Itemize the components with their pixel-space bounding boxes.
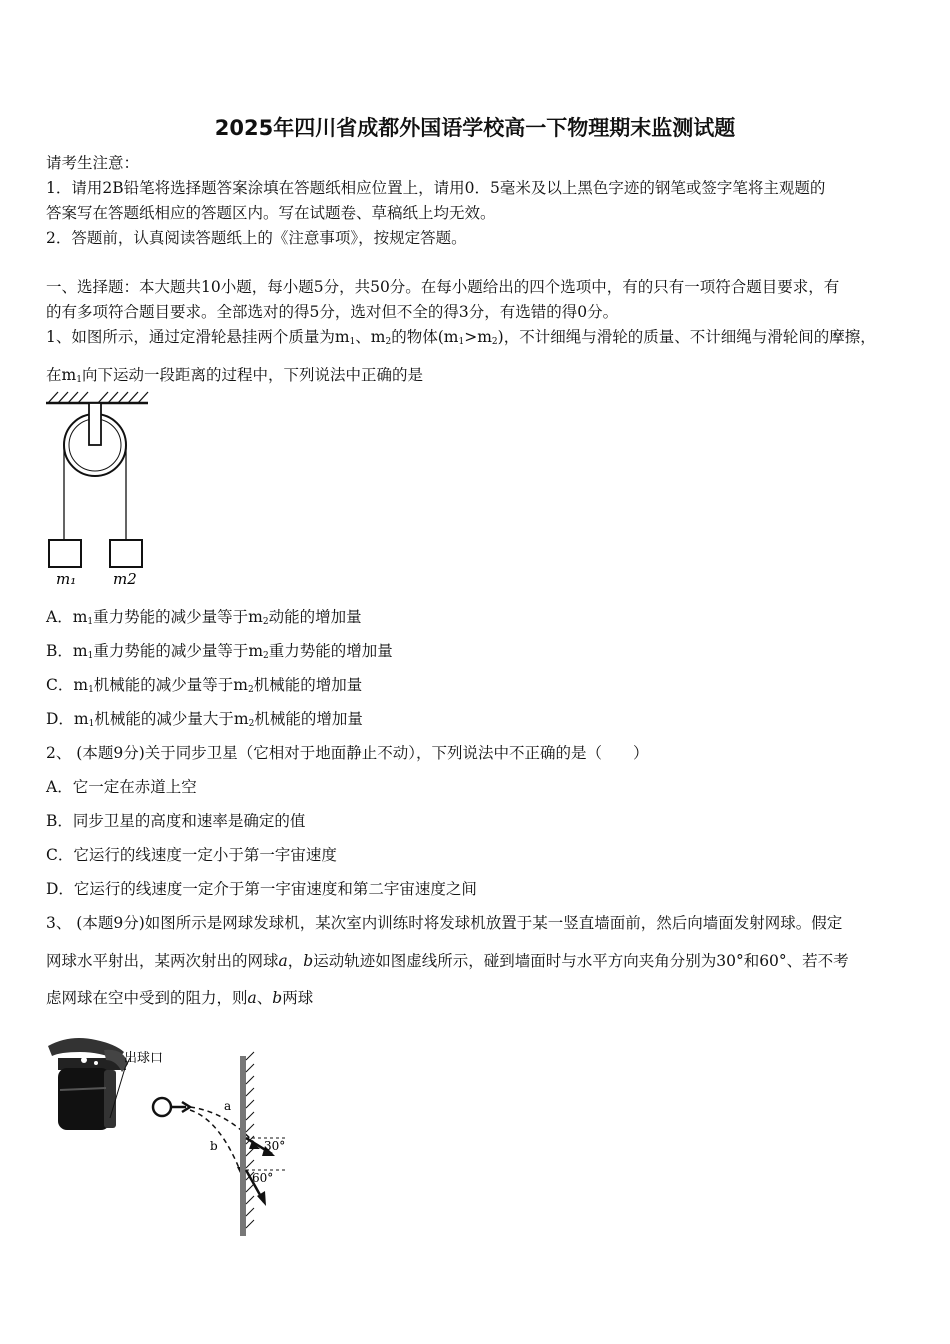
tennis-ball	[153, 1098, 171, 1116]
page-title: 2025年四川省成都外国语学校高一下物理期末监测试题	[214, 116, 736, 140]
mass-m2-block	[110, 540, 142, 567]
q2-option-c[interactable]: C．它运行的线速度一定小于第一宇宙速度	[46, 846, 337, 864]
q2-stem: 2、 (本题9分)关于同步卫星（它相对于地面静止不动），下列说法中不正确的是（ ）	[46, 744, 649, 762]
q3-stem-line1: 3、 (本题9分)如图所示是网球发球机，某次室内训练时将发球机放置于某一竖直墙面前，然后向墙面发射网球。假定	[46, 914, 843, 932]
angle-30-label: 30°	[264, 1139, 286, 1153]
q2-option-b[interactable]: B．同步卫星的高度和速率是确定的值	[46, 812, 306, 830]
section-instructions-1: 一、选择题：本大题共10小题，每小题5分，共50分。在每小题给出的四个选项中，有的只有一项符合题目要求，有	[46, 278, 840, 296]
trajectory-a-label: a	[224, 1099, 232, 1113]
q2-option-a[interactable]: A．它一定在赤道上空	[46, 778, 197, 796]
q3-stem-line3: 虑网球在空中受到的阻力，则a、b两球	[46, 989, 314, 1007]
notice-item-1a: 1．请用2B铅笔将选择题答案涂填在答题纸相应位置上，请用0．5毫米及以上黑色字迹的钢笔或签字笔将主观题的	[46, 179, 826, 197]
angle-60-label: 60°	[252, 1171, 274, 1185]
pulley-figure	[40, 390, 160, 590]
trajectory-a	[190, 1107, 258, 1147]
trajectory-b-label: b	[210, 1139, 218, 1153]
notice-heading: 请考生注意：	[46, 154, 140, 172]
q2-option-d[interactable]: D．它运行的线速度一定介于第一宇宙速度和第二宇宙速度之间	[46, 880, 477, 898]
q1-option-d[interactable]: D．$m_1$机械能的减少量大于$m_2$机械能的增加量	[46, 710, 363, 729]
launcher-machine	[48, 1038, 128, 1130]
mass-m1-block	[49, 540, 81, 567]
q1-stem-line1: 1、如图所示，通过定滑轮悬挂两个质量为$m_1$、$m_2$的物体$(m_1>m_2)$，不计细绳与滑轮的质量、不计细绳与滑轮间的摩擦，	[46, 328, 876, 347]
section-instructions-2: 的有多项符合题目要求。全部选对的得5分，选对但不全的得3分，有选错的得0分。	[46, 303, 619, 321]
q3-stem-line2: 网球水平射出，某两次射出的网球a，b运动轨迹如图虚线所示，碰到墙面时与水平方向夹角分别为30°和60°、若不考	[46, 952, 849, 970]
q1-option-b[interactable]: B．$m_1$重力势能的减少量等于$m_2$重力势能的增加量	[46, 642, 393, 661]
mass-m1-label: m₁	[56, 570, 77, 588]
q1-option-a[interactable]: A．$m_1$重力势能的减少量等于$m_2$动能的增加量	[46, 608, 362, 627]
outlet-label: 出球口	[124, 1051, 164, 1066]
notice-item-1b: 答案写在答题纸相应的答题区内。写在试题卷、草稿纸上均无效。	[46, 204, 496, 222]
q1-option-c[interactable]: C．$m_1$机械能的减少量等于$m_2$机械能的增加量	[46, 676, 363, 695]
ball-launcher-figure	[40, 1030, 310, 1240]
notice-item-2: 2．答题前，认真阅读答题纸上的《注意事项》，按规定答题。	[46, 229, 467, 247]
wall	[240, 1056, 246, 1236]
q1-stem-line2: 在$m_1$向下运动一段距离的过程中，下列说法中正确的是	[46, 366, 423, 385]
mass-m2-label: m2	[113, 570, 137, 588]
